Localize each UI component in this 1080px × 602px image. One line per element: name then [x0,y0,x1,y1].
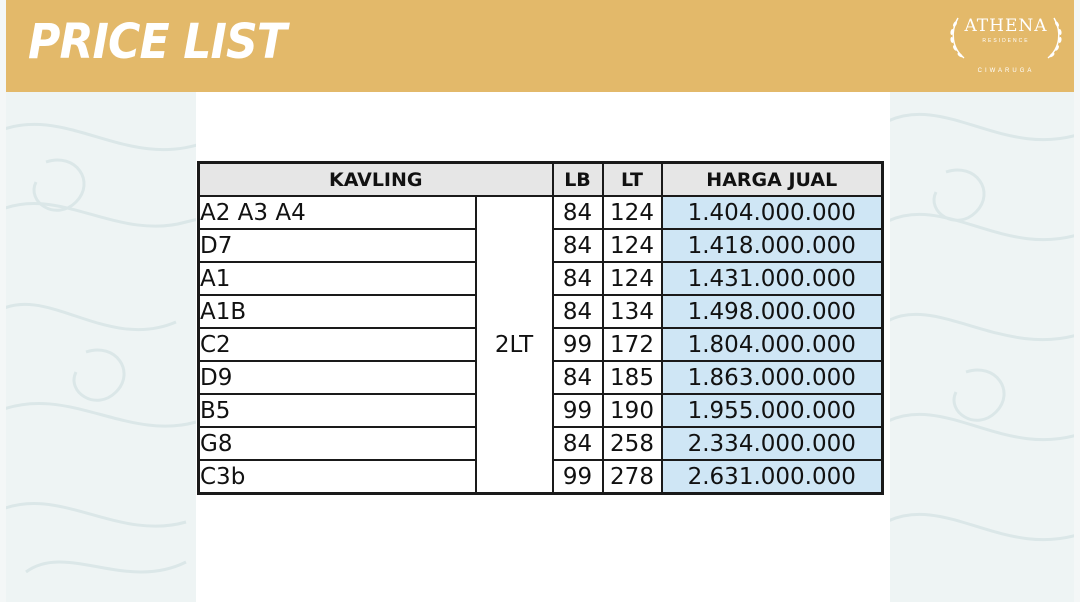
kavling-cell: D9 [199,361,476,394]
lt-cell: 124 [603,262,662,295]
kavling-cell: A1 [199,262,476,295]
harga-cell: 1.498.000.000 [662,295,883,328]
lt-cell: 172 [603,328,662,361]
harga-cell: 1.804.000.000 [662,328,883,361]
table-header-row [199,163,883,197]
lb-cell: 99 [553,394,603,427]
lt-cell: 124 [603,229,662,262]
table-row [199,196,883,229]
harga-cell: 1.431.000.000 [662,262,883,295]
kavling-cell: D7 [199,229,476,262]
logo-subtitle: RESIDENCE [982,38,1030,44]
kavling-cell: C3b [199,460,476,494]
kavling-cell: G8 [199,427,476,460]
lt-cell: 190 [603,394,662,427]
lb-cell: 84 [553,361,603,394]
lb-cell: 84 [553,229,603,262]
harga-cell: 1.863.000.000 [662,361,883,394]
kavling-cell: A1B [199,295,476,328]
header-lt: LT [603,163,662,197]
lt-cell: 258 [603,427,662,460]
lb-cell: 84 [553,262,603,295]
page-title: PRICE LIST [28,14,287,70]
harga-cell: 1.404.000.000 [662,196,883,229]
kavling-cell: C2 [199,328,476,361]
price-table [197,161,884,495]
harga-cell: 1.418.000.000 [662,229,883,262]
lb-cell: 84 [553,196,603,229]
harga-cell: 1.955.000.000 [662,394,883,427]
harga-cell: 2.631.000.000 [662,460,883,494]
lt-cell: 278 [603,460,662,494]
header-kavling: KAVLING [199,163,553,197]
header-bar [6,0,1074,92]
tipe-cell: 2LT [476,196,553,494]
kavling-cell: A2 A3 A4 [199,196,476,229]
kavling-cell: B5 [199,394,476,427]
athena-logo [946,10,1066,82]
header-harga: HARGA JUAL [662,163,883,197]
logo-location: CIWARUGA [977,68,1035,74]
lt-cell: 134 [603,295,662,328]
lt-cell: 124 [603,196,662,229]
lt-cell: 185 [603,361,662,394]
lb-cell: 99 [553,460,603,494]
lb-cell: 84 [553,427,603,460]
harga-cell: 2.334.000.000 [662,427,883,460]
lb-cell: 84 [553,295,603,328]
header-lb: LB [553,163,603,197]
lb-cell: 99 [553,328,603,361]
logo-name: ATHENA [964,16,1048,36]
